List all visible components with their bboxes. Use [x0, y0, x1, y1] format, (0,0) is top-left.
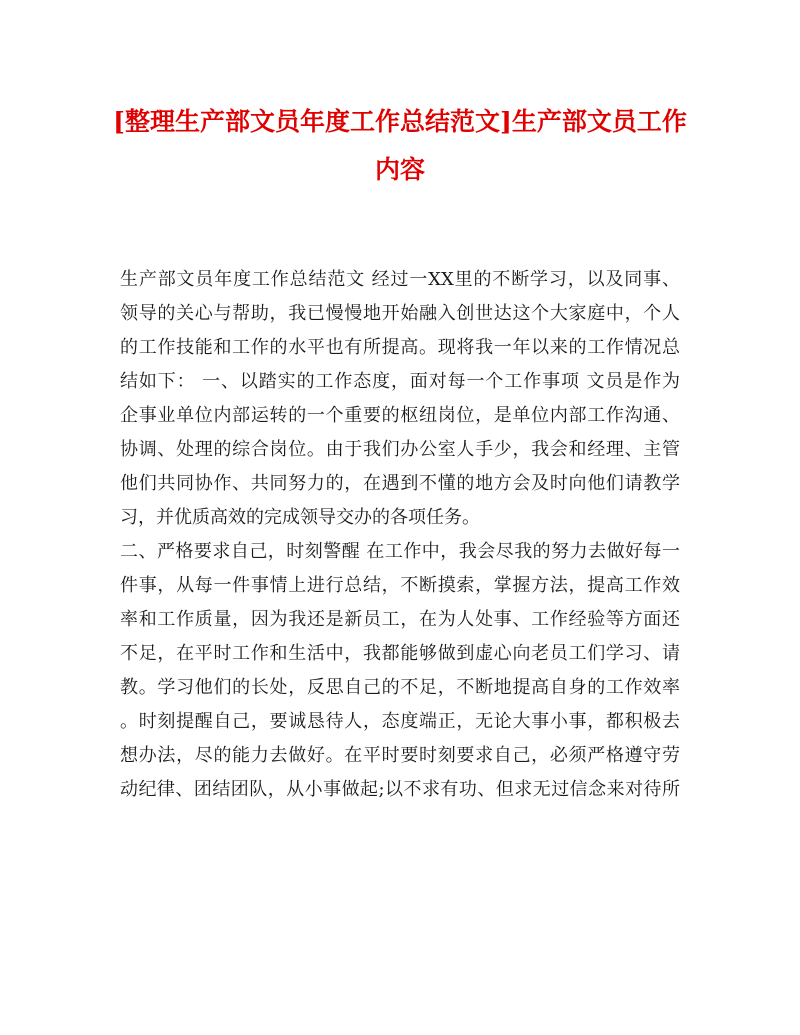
paragraph-line: 想办法，尽的能力去做好。在平时要时刻要求自己，必须严格遵守劳: [120, 745, 680, 766]
paragraph-line: 企事业单位内部运转的一个重要的枢纽岗位，是单位内部工作沟通、: [120, 405, 680, 426]
title-line-1: [整理生产部文员年度工作总结范文]生产部文员工作: [113, 107, 687, 136]
paragraph-line: 动纪律、团结团队，从小事做起;以不求有功、但求无过信念来对待所: [120, 779, 680, 800]
document-body: [120, 263, 680, 807]
paragraph-line: 不足，在平时工作和生活中，我都能够做到虚心向老员工们学习、请: [120, 643, 680, 664]
paragraph-line: 二、严格要求自己，时刻警醒 在工作中，我会尽我的努力去做好每一: [120, 541, 680, 562]
paragraph-line: 教。学习他们的长处，反思自己的不足，不断地提高自身的工作效率: [120, 677, 680, 698]
paragraph-line: 件事，从每一件事情上进行总结，不断摸索，掌握方法，提高工作效: [120, 575, 680, 596]
paragraph-line: 习，并优质高效的完成领导交办的各项任务。: [120, 507, 480, 528]
paragraph-line: 结如下： 一、以踏实的工作态度，面对每一个工作事项 文员是作为: [120, 371, 680, 392]
paragraph-line: 领导的关心与帮助，我已慢慢地开始融入创世达这个大家庭中，个人: [120, 303, 680, 324]
paragraph-line: 率和工作质量，因为我还是新员工，在为人处事、工作经验等方面还: [120, 609, 680, 630]
paragraph-2: [120, 535, 680, 807]
paragraph-line: 生产部文员年度工作总结范文 经过一XX里的不断学习，以及同事、: [120, 269, 680, 290]
paragraph-1: [120, 263, 680, 535]
paragraph-line: 。时刻提醒自己，要诚恳待人，态度端正，无论大事小事，都积极去: [120, 711, 680, 732]
document-title: [110, 98, 690, 194]
paragraph-line: 的工作技能和工作的水平也有所提高。现将我一年以来的工作情况总: [120, 337, 680, 358]
paragraph-line: 协调、处理的综合岗位。由于我们办公室人手少，我会和经理、主管: [120, 439, 680, 460]
paragraph-line: 他们共同协作、共同努力的，在遇到不懂的地方会及时向他们请教学: [120, 473, 680, 494]
title-line-2: 内容: [374, 155, 425, 184]
